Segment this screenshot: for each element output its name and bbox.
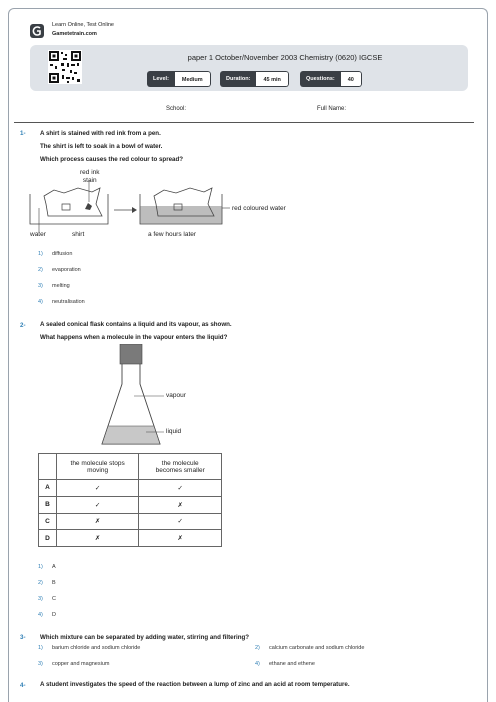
duration-label: Duration: (220, 71, 256, 87)
questions-value: 40 (341, 71, 362, 87)
table-header: the molecule stops moving (56, 454, 139, 480)
question-3-line: Which mixture can be separated by adding water, stirring and filtering? (40, 634, 250, 641)
diagram-label-red-ink: red ink (80, 169, 100, 176)
page-frame (8, 8, 488, 702)
question-2-option-2[interactable]: 2) B (38, 580, 56, 586)
header-divider (14, 122, 474, 123)
question-1-option-2[interactable]: 2) evaporation (38, 267, 81, 273)
question-2-text (40, 318, 232, 344)
question-4-number: 4- (20, 682, 26, 689)
questions-label: Questions: (300, 71, 341, 87)
question-1-line: A shirt is stained with red ink from a pen. (40, 130, 161, 137)
table-row: B ✓ ✗ (39, 496, 222, 513)
question-1-line: The shirt is left to soak in a bowl of water. (40, 143, 163, 150)
question-1-line: Which process causes the red colour to spread? (40, 156, 184, 163)
question-1-option-4[interactable]: 4) neutralisation (38, 299, 85, 305)
brand-block (52, 21, 114, 39)
diagram-label-red-coloured-water: red coloured water (232, 205, 286, 212)
question-3-option-1[interactable]: 1) barium chloride and sodium chloride (38, 645, 141, 651)
brand-site[interactable]: Gametetrain.com (52, 31, 97, 37)
diagram-label-stain: stain (82, 177, 97, 184)
school-field-label: School: (166, 106, 187, 112)
question-3-option-4[interactable]: 4) ethane and ethene (255, 661, 315, 667)
question-1-number: 1- (20, 130, 26, 137)
question-1-text (40, 127, 183, 166)
duration-pill (220, 71, 289, 87)
question-3-text (40, 631, 249, 644)
diagram-label-red-ink-stain (80, 169, 100, 185)
brand-tagline: Learn Online, Test Online (52, 22, 114, 28)
question-2-number: 2- (20, 322, 26, 329)
question-3-option-2[interactable]: 2) calcium carbonate and sodium chloride (255, 645, 365, 651)
question-4-text (40, 678, 350, 691)
table-row: A ✓ ✓ (39, 480, 222, 497)
question-4-line: A student investigates the speed of the reaction between a lump of zinc and an acid at room temperature. (40, 681, 350, 688)
table-header: the molecule becomes smaller (139, 454, 222, 480)
gametetrain-logo-icon (30, 24, 44, 38)
table-corner-cell (39, 454, 57, 480)
question-1-option-1[interactable]: 1) diffusion (38, 251, 73, 257)
table-row: D ✗ ✗ (39, 530, 222, 547)
table-row: C ✗ ✓ (39, 513, 222, 530)
questions-pill (300, 71, 362, 87)
question-2-option-4[interactable]: 4) D (38, 612, 56, 618)
question-2-table (38, 453, 222, 547)
diagram-label-shirt: shirt (72, 231, 85, 238)
full-name-field-label: Full Name: (317, 106, 347, 112)
question-3-option-3[interactable]: 3) copper and magnesium (38, 661, 110, 667)
question-2-option-3[interactable]: 3) C (38, 596, 56, 602)
question-1-option-3[interactable]: 3) melting (38, 283, 70, 289)
level-pill (147, 71, 211, 87)
level-label: Level: (147, 71, 175, 87)
question-2-line: What happens when a molecule in the vapour enters the liquid? (40, 334, 228, 341)
level-value: Medium (175, 71, 211, 87)
paper-title: paper 1 October/November 2003 Chemistry (0620) IGCSE (187, 53, 383, 62)
diagram-label-vapour: vapour (166, 392, 186, 399)
diagram-label-few-hours-later: a few hours later (148, 231, 197, 238)
question-2-line: A sealed conical flask contains a liquid and its vapour, as shown. (40, 321, 232, 328)
qr-code-icon (48, 50, 82, 84)
diagram-label-liquid: liquid (166, 428, 182, 435)
question-2-option-1[interactable]: 1) A (38, 564, 56, 570)
duration-value: 45 min (256, 71, 288, 87)
diagram-label-water: water (30, 231, 46, 238)
question-3-number: 3- (20, 634, 26, 641)
